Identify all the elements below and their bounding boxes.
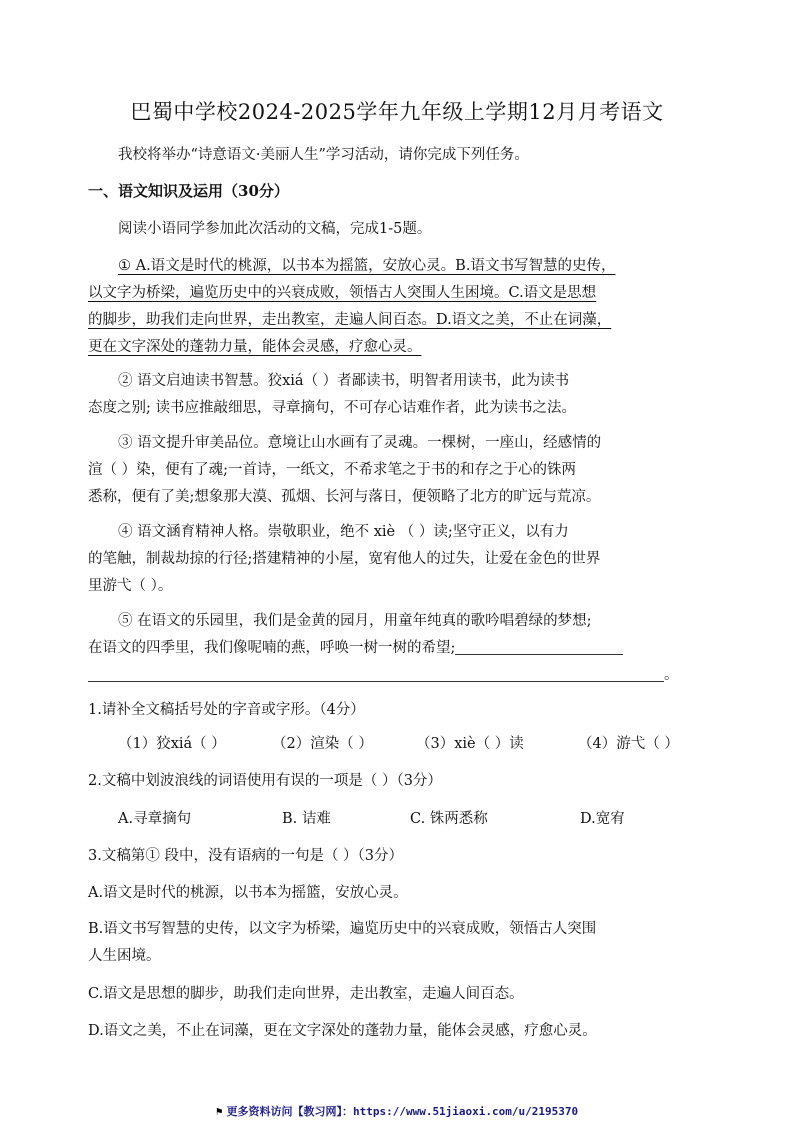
para5-line [88, 662, 706, 689]
para5-end: 。 [664, 667, 679, 683]
q3-option: B.语文书写智慧的史传，以文字为桥梁，遍览历史中的兴衰成败，领悟古人突围 [88, 921, 597, 937]
para1-line: ① A.语文是时代的桃源，以书本为摇篮，安放心灵。B.语文书写智慧的史传， [118, 258, 616, 274]
q2-option: A.寻章摘句 [118, 811, 192, 827]
answer-blank[interactable] [455, 636, 623, 655]
para3-line: ③ 语文提升审美品位。意境让山水画有了灵魂。一棵树，一座山，经感情的 [118, 435, 602, 451]
q1-stem: 1.请补全文稿括号处的字音或字形。（4分） [88, 702, 365, 718]
q1-item: （1）狡xiá（ ） [118, 736, 226, 752]
q2-stem: 2.文稿中划波浪线的词语使用有误的一项是（ ）（3分） [88, 773, 442, 789]
q2-option: C. 铢两悉称 [410, 811, 488, 827]
q3-option: D.语文之美，不止在词藻，更在文字深处的蓬勃力量，能体会灵感，疗愈心灵。 [88, 1023, 597, 1039]
para2-line: ② 语文启迪读书智慧。狡xiá（ ）者鄙读书，明智者用读书，此为读书 [118, 373, 570, 389]
footer-link[interactable] [0, 1103, 794, 1119]
q3-stem: 3.文稿第① 段中，没有语病的一句是（ ）（3分） [88, 848, 404, 864]
section-lead: 阅读小语同学参加此次活动的文稿，完成1-5题。 [118, 221, 432, 237]
para1-line: 的脚步，助我们走向世界，走出教室，走遍人间百态。D.语文之美，不止在词藻， [88, 312, 612, 328]
footer-text: 更多资料访问【教习网】：https://www.51jiaoxi.com/u/2195370 [226, 1105, 579, 1118]
para4-line: ④ 语文涵育精神人格。崇敬职业，绝不 xiè （ ）读;坚守正义，以有力 [118, 524, 569, 540]
flag-icon: ⚑ [215, 1105, 223, 1118]
answer-blank[interactable] [88, 663, 664, 682]
intro-text: 我校将举办“诗意语文·美丽人生”学习活动，请你完成下列任务。 [118, 147, 529, 163]
para3-line: 悉称，便有了美;想象那大漠、孤烟、长河与落日，便领略了北方的旷远与荒凉。 [88, 489, 601, 505]
q3-option-cont: 人生困境。 [88, 948, 161, 964]
para5-line [88, 635, 706, 662]
q1-item: （4）游弋（ ） [578, 736, 679, 752]
q2-option: D.宽宥 [580, 811, 625, 827]
para5-text: 在语文的四季里，我们像呢喃的燕，呼唤一树一树的希望; [88, 640, 456, 656]
para2-line: 态度之别; 读书应推敲细思，寻章摘句，不可存心诘难作者，此为读书之法。 [88, 400, 576, 416]
para5-line: ⑤ 在语文的乐园里，我们是金黄的园月，用童年纯真的歌吟唱碧绿的梦想; [118, 613, 592, 629]
q1-item: （3）xiè（ ）读 [416, 736, 524, 752]
para1-line: 以文字为桥梁，遍览历史中的兴衰成败，领悟古人突围人生困境。C.语文是思想 [88, 285, 597, 301]
q3-option: A.语文是时代的桃源，以书本为摇篮，安放心灵。 [88, 885, 408, 901]
para1-line: 更在文字深处的蓬勃力量，能体会灵感，疗愈心灵。 [88, 339, 422, 355]
para3-line: 渲（ ）染，便有了魂;一首诗，一纸文，不希求笔之于书的和存之于心的铢两 [88, 462, 576, 478]
q2-option: B. 诘难 [282, 811, 331, 827]
para4-line: 的笔触，制裁劫掠的行径;搭建精神的小屋，宽宥他人的过失，让爱在金色的世界 [88, 551, 601, 567]
q1-item: （2）渲染（ ） [272, 736, 373, 752]
section-heading: 一、语文知识及运用（30分） [88, 182, 289, 200]
para4-line: 里游弋（ ）。 [88, 578, 173, 594]
page-title: 巴蜀中学校2024-2025学年九年级上学期12月月考语文 [130, 100, 664, 124]
q3-option: C.语文是思想的脚步，助我们走向世界，走出教室，走遍人间百态。 [88, 986, 524, 1002]
